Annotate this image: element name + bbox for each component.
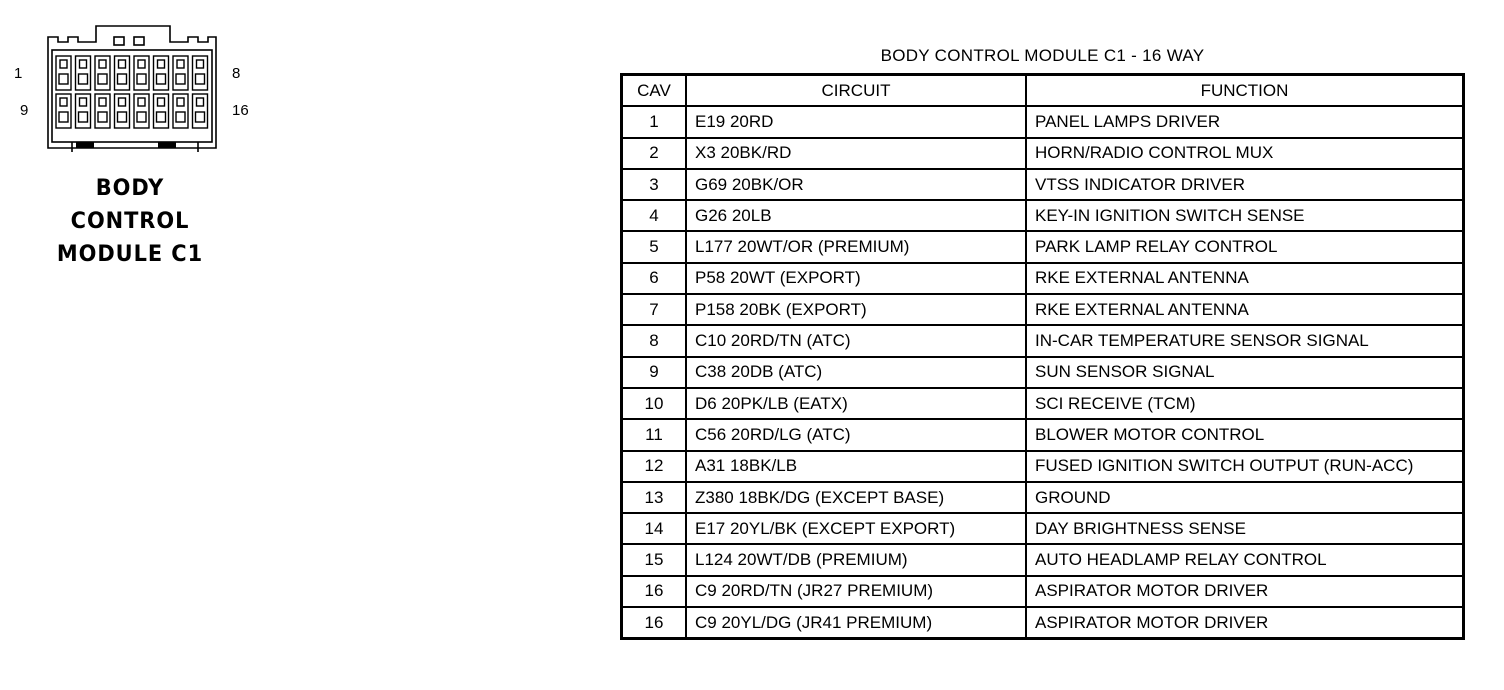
- cell-cav: 9: [622, 357, 687, 388]
- cell-cav: 14: [622, 513, 687, 544]
- terminal-latch: [138, 98, 145, 106]
- cell-circuit: E19 20RD: [686, 106, 1026, 137]
- table-row: [622, 231, 1464, 262]
- terminal-cavity: [154, 56, 169, 90]
- terminal-cavity: [115, 94, 130, 128]
- terminal-pin: [59, 74, 68, 84]
- terminal-pin: [176, 112, 185, 122]
- table-title: BODY CONTROL MODULE C1 - 16 WAY: [880, 46, 1205, 65]
- table-row: [622, 576, 1464, 607]
- header-cav: CAV: [622, 75, 687, 107]
- cell-cav: 15: [622, 544, 687, 575]
- terminal-pin: [118, 112, 127, 122]
- terminal-pin: [137, 74, 146, 84]
- table-body: [622, 106, 1464, 639]
- terminal-latch: [197, 60, 204, 68]
- header-circuit: CIRCUIT: [686, 75, 1026, 107]
- cell-circuit: G69 20BK/OR: [686, 169, 1026, 200]
- table-row: [622, 482, 1464, 513]
- cell-function: BLOWER MOTOR CONTROL: [1026, 419, 1464, 450]
- table-row: [622, 451, 1464, 482]
- cell-circuit: L177 20WT/OR (PREMIUM): [686, 231, 1026, 262]
- table-row: [622, 357, 1464, 388]
- pin-label-8: 8: [232, 65, 241, 82]
- table-row: [622, 106, 1464, 137]
- table-header-row: [622, 75, 1464, 107]
- terminal-latch: [80, 98, 87, 106]
- cell-circuit: C10 20RD/TN (ATC): [686, 325, 1026, 356]
- cell-circuit: P58 20WT (EXPORT): [686, 263, 1026, 294]
- terminal-latch: [119, 60, 126, 68]
- table-row: [622, 169, 1464, 200]
- cell-circuit: C56 20RD/LG (ATC): [686, 419, 1026, 450]
- terminal-latch: [60, 98, 67, 106]
- cell-function: GROUND: [1026, 482, 1464, 513]
- pin-label-16: 16: [232, 102, 249, 119]
- cell-circuit: C9 20RD/TN (JR27 PREMIUM): [686, 576, 1026, 607]
- terminal-cavity: [173, 94, 188, 128]
- table-row: [622, 294, 1464, 325]
- table-row: [622, 138, 1464, 169]
- cell-function: PANEL LAMPS DRIVER: [1026, 106, 1464, 137]
- cell-function: AUTO HEADLAMP RELAY CONTROL: [1026, 544, 1464, 575]
- cell-function: PARK LAMP RELAY CONTROL: [1026, 231, 1464, 262]
- cell-cav: 5: [622, 231, 687, 262]
- pinout-table: [620, 73, 1465, 640]
- cell-circuit: E17 20YL/BK (EXCEPT EXPORT): [686, 513, 1026, 544]
- cell-cav: 3: [622, 169, 687, 200]
- terminal-pin: [98, 74, 107, 84]
- terminal-cavity: [134, 56, 149, 90]
- connector-title-line: BODY: [95, 176, 165, 201]
- cell-circuit: C38 20DB (ATC): [686, 357, 1026, 388]
- cell-circuit: L124 20WT/DB (PREMIUM): [686, 544, 1026, 575]
- terminal-latch: [177, 98, 184, 106]
- cell-circuit: D6 20PK/LB (EATX): [686, 388, 1026, 419]
- pin-label-1: 1: [14, 65, 23, 82]
- cell-function: IN-CAR TEMPERATURE SENSOR SIGNAL: [1026, 325, 1464, 356]
- connector-title-line: CONTROL: [70, 209, 190, 234]
- terminal-cavity: [193, 56, 208, 90]
- cell-function: KEY-IN IGNITION SWITCH SENSE: [1026, 200, 1464, 231]
- cell-cav: 16: [622, 576, 687, 607]
- terminal-cavity: [115, 56, 130, 90]
- connector-outline: [10, 20, 260, 160]
- table-row: [622, 607, 1464, 639]
- cell-function: DAY BRIGHTNESS SENSE: [1026, 513, 1464, 544]
- cell-circuit: Z380 18BK/DG (EXCEPT BASE): [686, 482, 1026, 513]
- cell-function: SUN SENSOR SIGNAL: [1026, 357, 1464, 388]
- cell-cav: 4: [622, 200, 687, 231]
- terminal-cavity: [76, 56, 91, 90]
- cell-cav: 2: [622, 138, 687, 169]
- cell-cav: 8: [622, 325, 687, 356]
- cell-function: VTSS INDICATOR DRIVER: [1026, 169, 1464, 200]
- terminal-latch: [138, 60, 145, 68]
- cell-cav: 12: [622, 451, 687, 482]
- terminal-cavity: [76, 94, 91, 128]
- table-row: [622, 513, 1464, 544]
- cell-function: FUSED IGNITION SWITCH OUTPUT (RUN-ACC): [1026, 451, 1464, 482]
- terminal-latch: [80, 60, 87, 68]
- cell-circuit: C9 20YL/DG (JR41 PREMIUM): [686, 607, 1026, 639]
- cell-circuit: G26 20LB: [686, 200, 1026, 231]
- table-row: [622, 544, 1464, 575]
- terminal-pin: [79, 112, 88, 122]
- terminal-latch: [99, 60, 106, 68]
- cell-cav: 16: [622, 607, 687, 639]
- terminal-pin: [118, 74, 127, 84]
- terminal-pin: [157, 74, 166, 84]
- cell-function: RKE EXTERNAL ANTENNA: [1026, 263, 1464, 294]
- cell-function: SCI RECEIVE (TCM): [1026, 388, 1464, 419]
- terminal-pin: [157, 112, 166, 122]
- connector-title: [40, 172, 220, 271]
- terminal-cavity: [173, 56, 188, 90]
- cell-cav: 6: [622, 263, 687, 294]
- terminal-pin: [196, 112, 205, 122]
- header-function: FUNCTION: [1026, 75, 1464, 107]
- pin-label-9: 9: [20, 102, 29, 119]
- terminal-latch: [99, 98, 106, 106]
- terminal-cavity: [95, 94, 110, 128]
- terminal-pin: [137, 112, 146, 122]
- cell-cav: 7: [622, 294, 687, 325]
- terminal-pin: [196, 74, 205, 84]
- terminal-latch: [158, 98, 165, 106]
- connector-diagram: [10, 20, 260, 160]
- cell-circuit: A31 18BK/LB: [686, 451, 1026, 482]
- table-row: [622, 325, 1464, 356]
- connector-title-line: MODULE C1: [56, 242, 204, 267]
- cell-cav: 1: [622, 106, 687, 137]
- terminal-pin: [79, 74, 88, 84]
- table-row: [622, 419, 1464, 450]
- cell-function: ASPIRATOR MOTOR DRIVER: [1026, 607, 1464, 639]
- cell-function: RKE EXTERNAL ANTENNA: [1026, 294, 1464, 325]
- cell-circuit: P158 20BK (EXPORT): [686, 294, 1026, 325]
- terminal-pin: [59, 112, 68, 122]
- terminal-cavity: [56, 56, 71, 90]
- terminal-pin: [98, 112, 107, 122]
- terminal-latch: [60, 60, 67, 68]
- terminal-cavity: [56, 94, 71, 128]
- table-row: [622, 388, 1464, 419]
- terminal-latch: [177, 60, 184, 68]
- terminal-cavity: [154, 94, 169, 128]
- terminal-latch: [158, 60, 165, 68]
- table-row: [622, 200, 1464, 231]
- terminal-cavity: [95, 56, 110, 90]
- terminal-cavity: [134, 94, 149, 128]
- cell-cav: 13: [622, 482, 687, 513]
- cell-cav: 10: [622, 388, 687, 419]
- terminal-latch: [119, 98, 126, 106]
- cell-circuit: X3 20BK/RD: [686, 138, 1026, 169]
- table-row: [622, 263, 1464, 294]
- cell-cav: 11: [622, 419, 687, 450]
- cell-function: HORN/RADIO CONTROL MUX: [1026, 138, 1464, 169]
- terminal-pin: [176, 74, 185, 84]
- cell-function: ASPIRATOR MOTOR DRIVER: [1026, 576, 1464, 607]
- terminal-cavity: [193, 94, 208, 128]
- terminal-latch: [197, 98, 204, 106]
